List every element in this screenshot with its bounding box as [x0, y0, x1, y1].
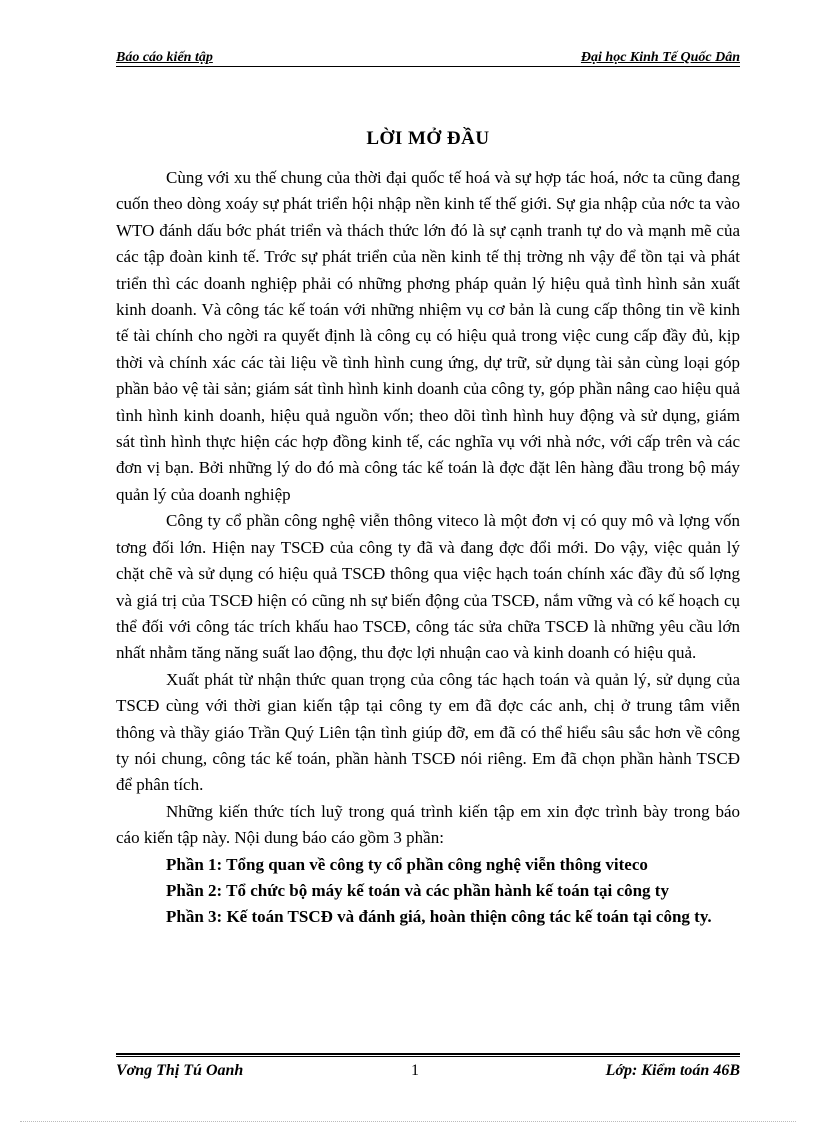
- page-edge-divider: [20, 1121, 796, 1122]
- page-number: 1: [411, 1062, 419, 1079]
- footer-author: Vơng Thị Tú Oanh: [116, 1062, 244, 1079]
- part-1: Phần 1: Tổng quan về công ty cổ phần công nghệ viễn thông viteco: [166, 854, 648, 874]
- page-header: [116, 50, 740, 67]
- footer-divider-thin: [116, 1056, 740, 1057]
- part-2: Phần 2: Tổ chức bộ máy kế toán và các phần hành kế toán tại công ty: [166, 880, 669, 900]
- paragraph-structure: Những kiến thức tích luỹ trong quá trình kiến tập em xin đợc trình bày trong báo cáo kiến tập này. Nội dung báo cáo gồm 3 phần:: [116, 801, 740, 848]
- document-body: [116, 165, 740, 931]
- header-right: Đại học Kinh Tế Quốc Dân: [580, 50, 740, 65]
- header-left: Báo cáo kiến tập: [116, 50, 213, 65]
- paragraph-intro: Cùng với xu thế chung của thời đại quốc tế hoá và sự hợp tác hoá, nớc ta cũng đang cuốn theo dòng xoáy sự phát triển hội nhập nền kinh tế thế giới. Sự gia nhập của nớc ta vào WTO đánh dấu bớc phát triển và thách thức lớn đó là sự cạnh tranh tự do và mạnh mẽ của các tập đoàn kinh tế. Trớc sự phát triển của nền kinh tế thị trờng nh vậy để tồn tại và phát triển thì các doanh nghiệp phải có những phơng pháp quản lý hiệu quả tình hình sản xuất kinh doanh. Và công tác kế toán với những nhiệm vụ cơ bản là cung cấp thông tin về kinh tế tài chính cho ngời ra quyết định là công cụ có hiệu quả trong việc cung cấp đầy đủ, kịp thời và chính xác các tài liệu về tình hình cung ứng, dự trữ, sử dụng tài sản cùng loại góp phần bảo vệ tài sản; giám sát tình hình kinh doanh của công ty, góp phần nâng cao hiệu quả tình hình kinh doanh, hiệu quả nguồn vốn; theo dõi tình hình huy động và sử dụng, giám sát tình hình thực hiện các hợp đồng kinh tế, các nghĩa vụ với nhà nớc, với cấp trên và các đơn vị bạn. Bởi những lý do đó mà công tác kế toán là đợc đặt lên hàng đầu trong bộ máy quản lý của doanh nghiệp: [116, 168, 740, 504]
- footer-class: Lớp: Kiểm toán 46B: [605, 1062, 740, 1079]
- page-footer: [116, 1060, 740, 1082]
- part-3: Phần 3: Kế toán TSCĐ và đánh giá, hoàn thiện công tác kế toán tại công ty.: [166, 907, 712, 927]
- paragraph-motivation: Xuất phát từ nhận thức quan trọng của công tác hạch toán và quản lý, sử dụng của TSCĐ cùng với thời gian kiến tập tại công ty em đã đợc các anh, chị ở trung tâm viễn thông và thầy giáo Trần Quý Liên tận tình giúp đỡ, em đã có thể hiểu sâu sắc hơn về công ty nói chung, công tác kế toán, phần hành TSCĐ nói riêng. Em đã chọn phần hành TSCĐ để phân tích.: [116, 669, 740, 795]
- footer-divider: [116, 1053, 740, 1055]
- paragraph-company: Công ty cổ phần công nghệ viễn thông viteco là một đơn vị có quy mô và lợng vốn tơng đối lớn. Hiện nay TSCĐ của công ty đã và đang đợc đổi mới. Do vậy, việc quản lý chặt chẽ và sử dụng có hiệu quả TSCĐ thông qua việc hạch toán chính xác đầy đủ số lợng và giá trị của TSCĐ hiện có cũng nh sự biến động của TSCĐ, nắm vững và có kế hoạch cụ thể đối với công tác trích khấu hao TSCĐ, công tác sửa chữa TSCĐ là những yêu cầu lớn nhất nhằm tăng năng suất lao động, thu đợc lợi nhuận cao và kinh doanh có hiệu quả.: [116, 511, 740, 663]
- page-title: LỜI MỞ ĐẦU: [366, 128, 490, 149]
